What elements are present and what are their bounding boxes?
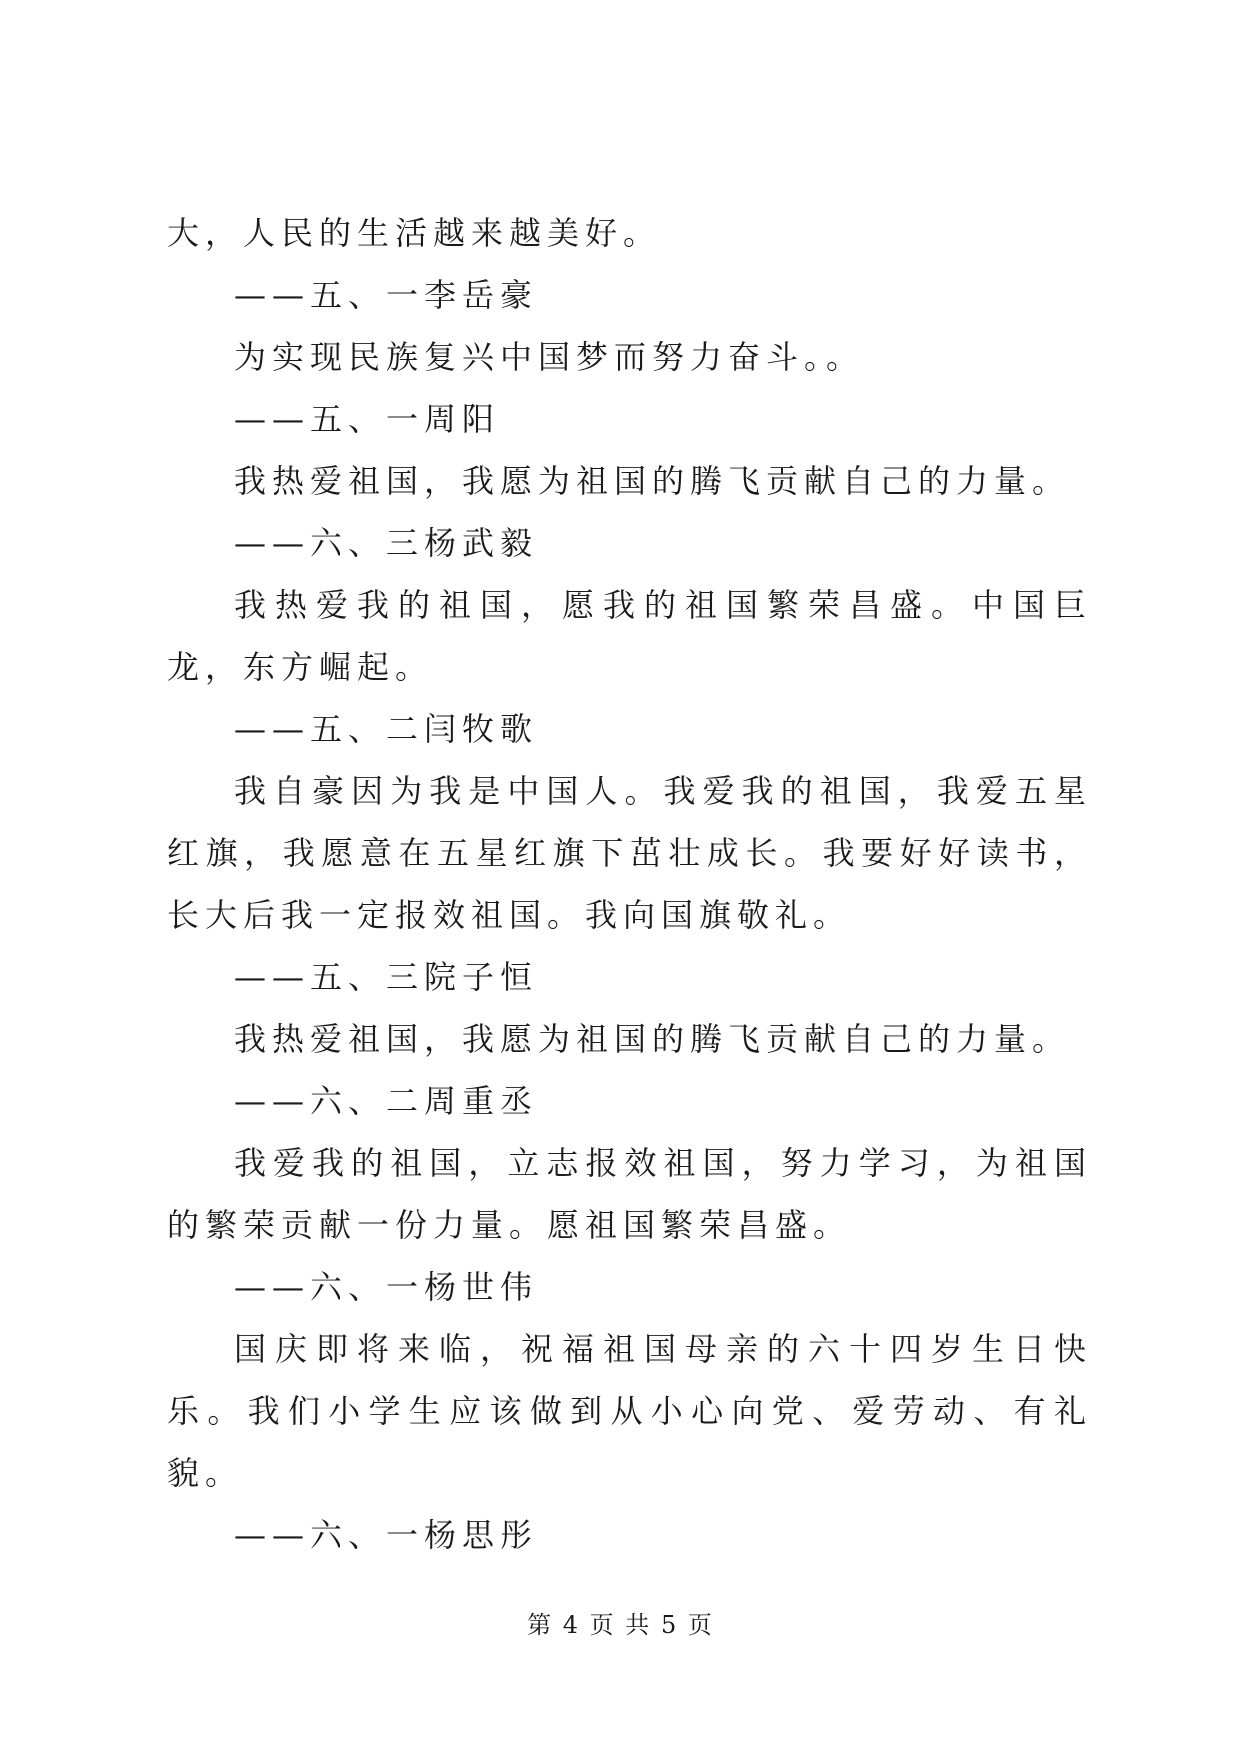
paragraph: 大，人民的生活越来越美好。 [167,214,662,252]
signature-line: ——六、二周重丞 [234,1082,539,1120]
paragraph: 为实现民族复兴中国梦而努力奋斗。。 [234,338,865,376]
paragraph: 我热爱祖国，我愿为祖国的腾飞贡献自己的力量。 [234,462,1071,500]
signature-line: ——六、一杨思彤 [234,1516,539,1554]
signature-line: ——五、一李岳豪 [234,276,539,314]
page-number-footer: 第 4 页 共 5 页 [527,1611,714,1639]
paragraph: 国庆即将来临，祝福祖国母亲的六十四岁生日快乐。我们小学生应该做到从小心向党、爱劳动、有礼貌。 [167,1330,1092,1492]
signature-line: ——五、二闫牧歌 [234,710,539,748]
signature-line: ——五、三院子恒 [234,958,539,996]
document-body [167,202,1092,1566]
signature-line: ——六、三杨武毅 [234,524,539,562]
signature-line: ——五、一周阳 [234,400,501,438]
paragraph: 我热爱祖国，我愿为祖国的腾飞贡献自己的力量。 [234,1020,1071,1058]
signature-line: ——六、一杨世伟 [234,1268,539,1306]
paragraph: 我热爱我的祖国，愿我的祖国繁荣昌盛。中国巨龙，东方崛起。 [167,586,1092,686]
paragraph: 我自豪因为我是中国人。我爱我的祖国，我爱五星红旗，我愿意在五星红旗下茁壮成长。我要好好读书，长大后我一定报效祖国。我向国旗敬礼。 [167,772,1092,934]
paragraph: 我爱我的祖国，立志报效祖国，努力学习，为祖国的繁荣贡献一份力量。愿祖国繁荣昌盛。 [167,1144,1092,1244]
